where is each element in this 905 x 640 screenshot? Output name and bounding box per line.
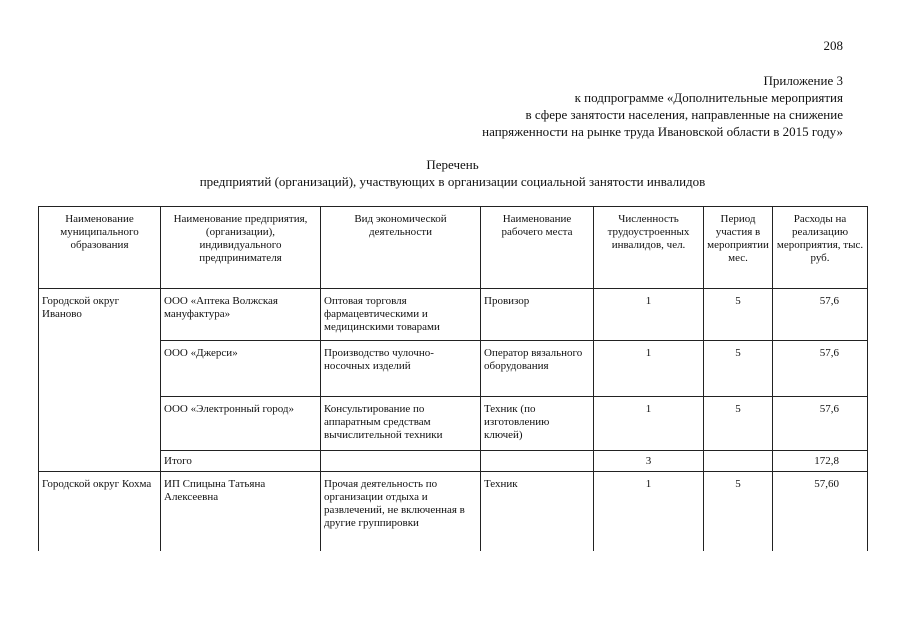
empty-cell xyxy=(481,451,594,472)
column-header-workplace: Наименование рабочего места xyxy=(481,207,594,289)
appendix-line: в сфере занятости населения, направленные на снижение xyxy=(525,107,843,122)
cost-cell: 57,6 xyxy=(773,289,868,341)
table-row xyxy=(39,341,868,397)
activity-cell: Оптовая торговля фармацевтическими и медицинскими товарами xyxy=(321,289,481,341)
table-header-row xyxy=(39,207,868,289)
workplace-cell: Провизор xyxy=(481,289,594,341)
count-cell: 1 xyxy=(594,472,704,552)
cost-cell: 57,6 xyxy=(773,397,868,451)
municipality-cell: Городской округ Иваново xyxy=(39,289,161,472)
period-cell: 5 xyxy=(704,472,773,552)
empty-cell xyxy=(321,451,481,472)
activity-cell: Производство чулочно-носочных изделий xyxy=(321,341,481,397)
count-cell: 1 xyxy=(594,341,704,397)
workplace-cell: Техник xyxy=(481,472,594,552)
column-header-period: Период участия в мероприятии мес. xyxy=(704,207,773,289)
table-row xyxy=(39,397,868,451)
table-row xyxy=(39,289,868,341)
total-label-cell: Итого xyxy=(161,451,321,472)
appendix-header xyxy=(482,72,843,140)
column-header-activity: Вид экономической деятельности xyxy=(321,207,481,289)
column-header-enterprise: Наименование предприятия, (организации), индивидуального предпринимателя xyxy=(161,207,321,289)
workplace-cell: Оператор вязального оборудования xyxy=(481,341,594,397)
appendix-line: к подпрограмме «Дополнительные мероприятия xyxy=(574,90,843,105)
column-header-count: Численность трудоустроенных инвалидов, чел. xyxy=(594,207,704,289)
cost-cell: 57,60 xyxy=(773,472,868,552)
appendix-line: Приложение 3 xyxy=(763,73,843,88)
column-header-municipality: Наименование муниципального образования xyxy=(39,207,161,289)
activity-cell: Консультирование по аппаратным средствам вычислительной техники xyxy=(321,397,481,451)
title-line: предприятий (организаций), участвующих в организации социальной занятости инвалидов xyxy=(199,174,706,189)
count-cell: 1 xyxy=(594,289,704,341)
column-header-cost: Расходы на реализацию мероприятия, тыс. руб. xyxy=(773,207,868,289)
enterprise-cell: ООО «Электронный город» xyxy=(161,397,321,451)
appendix-line: напряженности на рынке труда Ивановской области в 2015 году» xyxy=(482,124,843,139)
enterprise-cell: ООО «Аптека Волжская мануфактура» xyxy=(161,289,321,341)
municipality-cell: Городской округ Кохма xyxy=(39,472,161,552)
total-count-cell: 3 xyxy=(594,451,704,472)
count-cell: 1 xyxy=(594,397,704,451)
total-cost-cell: 172,8 xyxy=(773,451,868,472)
period-cell: 5 xyxy=(704,289,773,341)
title-line: Перечень xyxy=(426,157,479,172)
empty-cell xyxy=(704,451,773,472)
enterprise-cell: ИП Спицына Татьяна Алексеевна xyxy=(161,472,321,552)
total-row xyxy=(39,451,868,472)
workplace-cell: Техник (по изготовлению ключей) xyxy=(481,397,594,451)
period-cell: 5 xyxy=(704,341,773,397)
cost-cell: 57,6 xyxy=(773,341,868,397)
enterprises-table xyxy=(38,206,868,551)
period-cell: 5 xyxy=(704,397,773,451)
table-row xyxy=(39,472,868,552)
activity-cell: Прочая деятельность по организации отдыха и развлечений, не включенная в другие группировки xyxy=(321,472,481,552)
document-title xyxy=(0,156,905,190)
enterprise-cell: ООО «Джерси» xyxy=(161,341,321,397)
page-number: 208 xyxy=(823,38,843,53)
